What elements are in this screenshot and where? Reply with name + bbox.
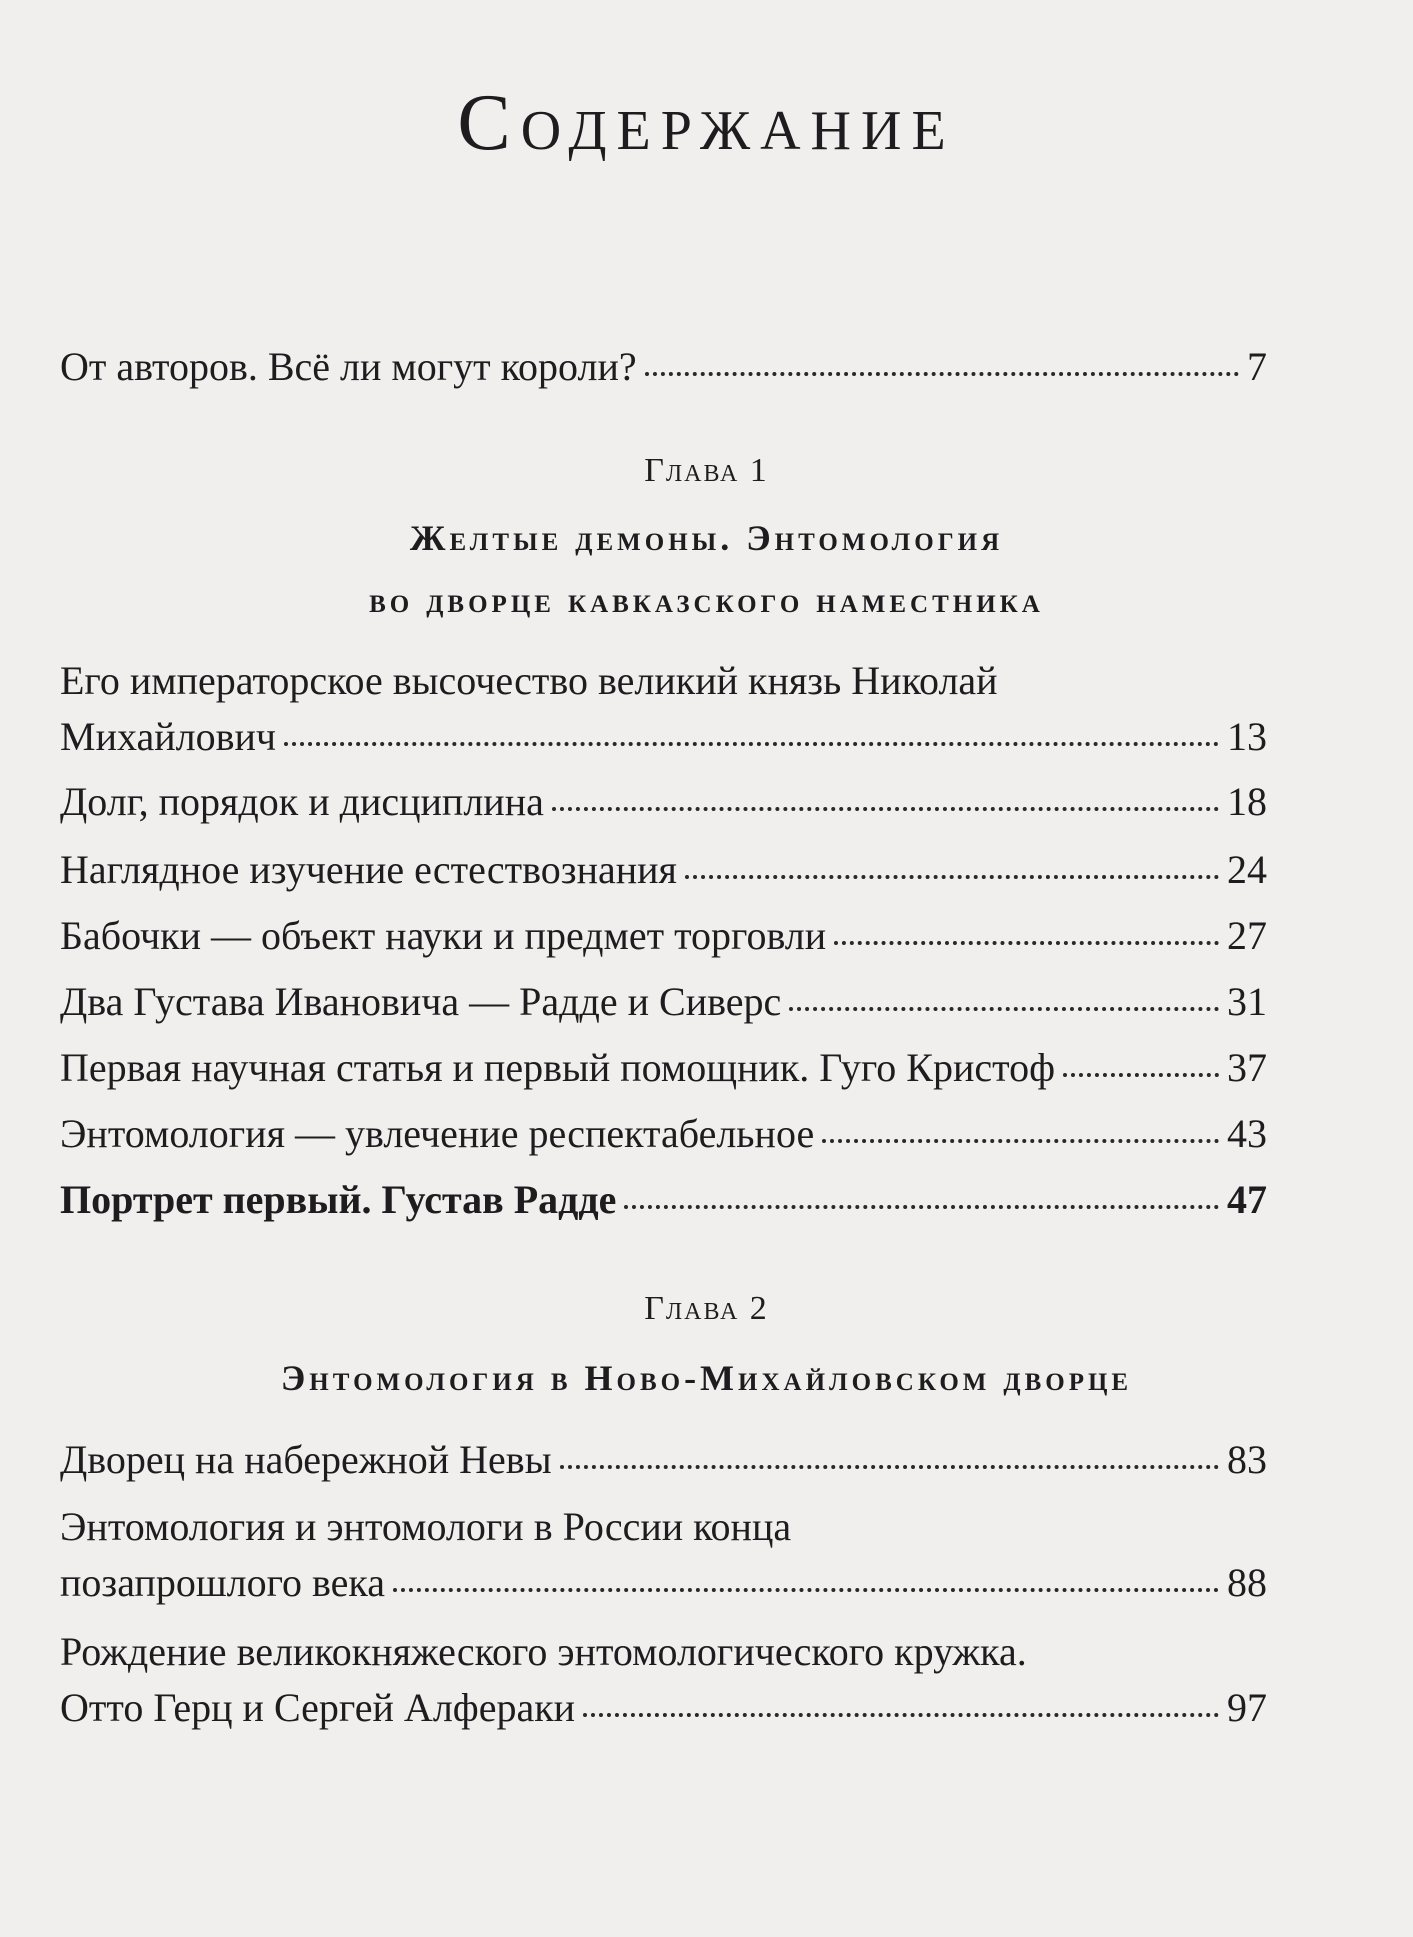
dot-leader <box>583 1713 1219 1717</box>
toc-entry-label: Первая научная статья и первый помощник. Гуго Кристоф <box>60 1045 1055 1090</box>
toc-entry-label: Дворец на набережной Невы <box>60 1437 552 1482</box>
dot-leader <box>822 1139 1219 1143</box>
toc-page-number: 24 <box>1227 847 1267 892</box>
toc-entry[interactable] <box>60 1111 1267 1156</box>
toc-entry-label: От авторов. Всё ли могут короли? <box>60 344 637 389</box>
toc-entry-label: Бабочки — объект науки и предмет торговли <box>60 913 827 958</box>
toc-page-number: 7 <box>1247 344 1267 389</box>
dot-leader <box>789 1007 1219 1011</box>
dot-leader <box>685 875 1219 879</box>
toc-page-number: 31 <box>1227 979 1267 1024</box>
toc-entry[interactable] <box>60 714 1267 759</box>
toc-entry[interactable] <box>60 779 1267 824</box>
chapter-2-title: Энтомология в Ново-Михайловском дворце <box>280 1358 1133 1398</box>
toc-entry-line1: Энтомология и энтомологи в России конца <box>60 1504 792 1549</box>
toc-entry[interactable] <box>60 913 1267 958</box>
toc-entry[interactable] <box>60 1685 1267 1730</box>
toc-page-number: 97 <box>1227 1685 1267 1730</box>
toc-entry[interactable] <box>60 1045 1267 1090</box>
toc-entry[interactable] <box>60 847 1267 892</box>
toc-entry-label: Отто Герц и Сергей Алфераки <box>60 1685 576 1730</box>
dot-leader <box>1063 1073 1219 1077</box>
toc-entry-label: Михайлович <box>60 714 276 759</box>
toc-page-number: 43 <box>1227 1111 1267 1156</box>
toc-entry-line1: Его императорское высочество великий князь Николай <box>60 658 998 703</box>
toc-entry-label: позапрошлого века <box>60 1560 385 1605</box>
dot-leader <box>645 372 1239 376</box>
chapter-1-title-line2: во дворце кавказского наместника <box>369 580 1044 620</box>
toc-entry-portrait[interactable] <box>60 1177 1267 1222</box>
toc-entry[interactable] <box>60 1560 1267 1605</box>
toc-entry-label: Портрет первый. Густав Радде <box>60 1177 617 1222</box>
chapter-1-label: Глава 1 <box>644 452 769 489</box>
toc-entry-label: Два Густава Ивановича — Радде и Сиверс <box>60 979 782 1024</box>
dot-leader <box>552 807 1219 811</box>
toc-page-number: 37 <box>1227 1045 1267 1090</box>
toc-entry[interactable] <box>60 1437 1267 1482</box>
dot-leader <box>393 1588 1219 1592</box>
toc-page-number: 83 <box>1227 1437 1267 1482</box>
page-title: Содержание <box>457 79 956 167</box>
toc-entry-label: Энтомология — увлечение респектабельное <box>60 1111 815 1156</box>
toc-entry[interactable] <box>60 979 1267 1024</box>
toc-page-number: 47 <box>1227 1177 1267 1222</box>
dot-leader <box>560 1465 1219 1469</box>
dot-leader <box>834 941 1219 945</box>
dot-leader <box>624 1205 1219 1209</box>
dot-leader <box>284 742 1219 746</box>
toc-entry-line1: Рождение великокняжеского энтомологического кружка. <box>60 1629 1027 1674</box>
toc-page-number: 88 <box>1227 1560 1267 1605</box>
toc-entry-label: Долг, порядок и дисциплина <box>60 779 544 824</box>
chapter-1-title-line1: Желтые демоны. Энтомология <box>409 518 1004 558</box>
toc-page-number: 13 <box>1227 714 1267 759</box>
toc-entry-intro[interactable] <box>60 344 1267 389</box>
toc-page-number: 27 <box>1227 913 1267 958</box>
toc-page-number: 18 <box>1227 779 1267 824</box>
chapter-2-label: Глава 2 <box>644 1290 769 1327</box>
toc-entry-label: Наглядное изучение естествознания <box>60 847 677 892</box>
